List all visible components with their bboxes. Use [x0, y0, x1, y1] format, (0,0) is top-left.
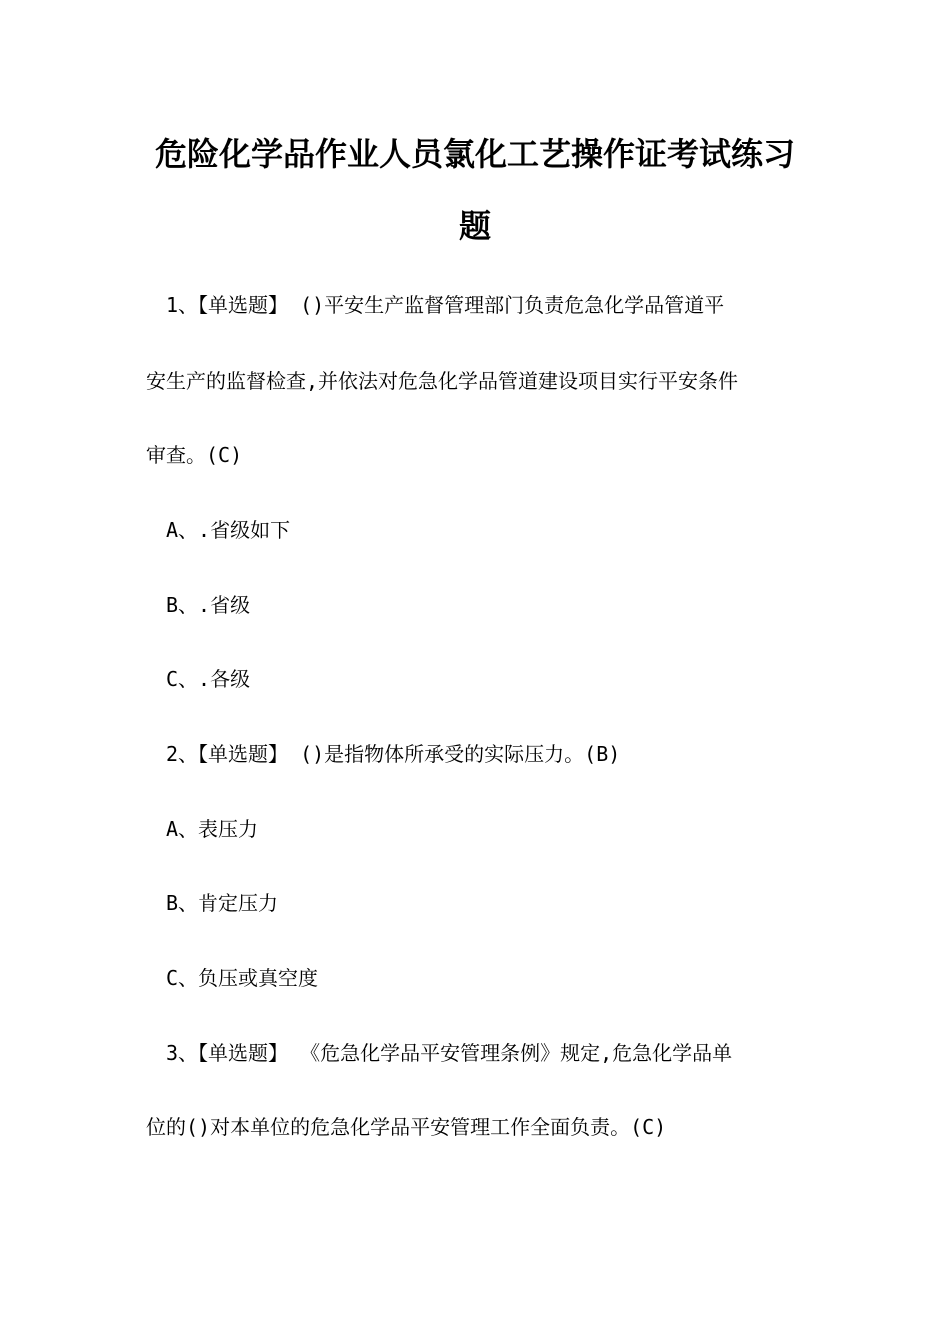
question-1-text-line-3: 审查。(C): [146, 443, 243, 467]
question-2-option-b: B、肯定压力: [166, 891, 279, 915]
document-title-line-2: 题: [458, 207, 491, 245]
question-2-text-line-1: 2、【单选题】 ()是指物体所承受的实际压力。(B): [166, 742, 621, 766]
question-1-text-line-2: 安生产的监督检查,并依法对危急化学品管道建设项目实行平安条件: [146, 369, 739, 393]
question-1-option-a: A、.省级如下: [166, 518, 291, 542]
question-2-option-c: C、负压或真空度: [166, 966, 319, 990]
question-1-option-c: C、.各级: [166, 667, 251, 691]
question-1-text-line-1: 1、【单选题】 ()平安生产监督管理部门负责危急化学品管道平: [166, 293, 725, 317]
question-3-text-line-2: 位的()对本单位的危急化学品平安管理工作全面负责。(C): [146, 1115, 667, 1139]
question-2-option-a: A、表压力: [166, 817, 259, 841]
question-3-text-line-1: 3、【单选题】 《危急化学品平安管理条例》规定,危急化学品单: [166, 1041, 733, 1065]
question-1-option-b: B、.省级: [166, 593, 251, 617]
document-title-line-1: 危险化学品作业人员氯化工艺操作证考试练习: [154, 135, 795, 173]
